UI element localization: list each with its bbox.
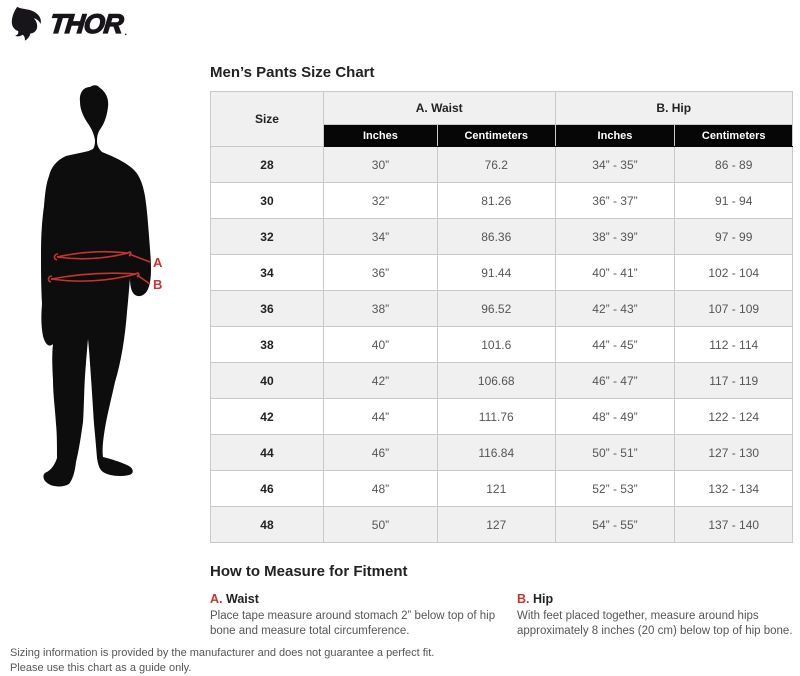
col-header-hip: B. Hip [555,92,792,125]
cell-waist-centimeters: 91.44 [437,255,555,291]
cell-waist-inches: 50” [323,507,437,543]
measure-hip-label: Hip [532,592,554,606]
cell-size: 28 [211,147,324,183]
size-table-row [211,327,793,363]
unit-header-waist-centimeters: Centimeters [437,125,555,147]
cell-hip-centimeters: 137 - 140 [675,507,793,543]
disclaimer-line-1: Sizing information is provided by the manufacturer and does not guarantee a perfect fit. [10,647,435,659]
size-table-row [211,183,793,219]
cell-hip-centimeters: 97 - 99 [675,219,793,255]
male-silhouette [41,85,151,486]
brand-logo-mark: . [124,27,128,37]
cell-waist-inches: 36” [323,255,437,291]
cell-size: 30 [211,183,324,219]
size-table-row [211,507,793,543]
size-table-row [211,435,793,471]
cell-hip-inches: 42” - 43” [555,291,675,327]
cell-hip-inches: 48” - 49” [555,399,675,435]
brand-logo-text: THOR [48,9,125,39]
size-table-row [211,471,793,507]
cell-hip-centimeters: 102 - 104 [675,255,793,291]
measure-instruction-hip [517,592,793,639]
cell-waist-inches: 42” [323,363,437,399]
disclaimer-line-2: Please use this chart as a guide only. [10,662,192,674]
cell-hip-inches: 36” - 37” [555,183,675,219]
cell-size: 38 [211,327,324,363]
cell-hip-inches: 38” - 39” [555,219,675,255]
cell-waist-centimeters: 101.6 [437,327,555,363]
cell-size: 48 [211,507,324,543]
cell-hip-centimeters: 127 - 130 [675,435,793,471]
cell-hip-inches: 52” - 53” [555,471,675,507]
cell-waist-inches: 46” [323,435,437,471]
cell-waist-centimeters: 116.84 [437,435,555,471]
cell-hip-centimeters: 107 - 109 [675,291,793,327]
hip-label-b: B [153,277,163,292]
cell-hip-inches: 50” - 51” [555,435,675,471]
measure-waist-label: Waist [225,592,259,606]
size-chart-title: Men’s Pants Size Chart [210,64,375,81]
unit-header-hip-centimeters: Centimeters [675,125,793,147]
cell-waist-inches: 40” [323,327,437,363]
cell-hip-centimeters: 117 - 119 [675,363,793,399]
how-to-measure-title: How to Measure for Fitment [210,563,408,580]
cell-waist-centimeters: 96.52 [437,291,555,327]
cell-size: 34 [211,255,324,291]
cell-hip-inches: 34” - 35” [555,147,675,183]
measure-waist-prefix: A. [210,592,223,606]
cell-hip-centimeters: 112 - 114 [675,327,793,363]
table-header-row [211,92,793,125]
cell-size: 32 [211,219,324,255]
cell-waist-centimeters: 121 [437,471,555,507]
cell-hip-centimeters: 132 - 134 [675,471,793,507]
cell-size: 46 [211,471,324,507]
measure-waist-text: Place tape measure around stomach 2” below top of hip bone and measure total circumference. [210,610,496,637]
cell-hip-inches: 54” - 55” [555,507,675,543]
cell-waist-inches: 38” [323,291,437,327]
brand-logo [10,6,127,42]
size-table-row [211,363,793,399]
col-header-size: Size [211,92,324,147]
cell-waist-inches: 44” [323,399,437,435]
measure-hip-heading [517,592,793,606]
cell-hip-inches: 40” - 41” [555,255,675,291]
waist-label-a: A [153,255,163,270]
cell-waist-centimeters: 106.68 [437,363,555,399]
cell-size: 42 [211,399,324,435]
size-table-row [211,291,793,327]
cell-waist-centimeters: 86.36 [437,219,555,255]
sizing-disclaimer [10,646,434,676]
measure-instructions [210,592,793,639]
measure-instruction-waist [210,592,510,639]
fitment-figure [0,60,210,500]
cell-waist-inches: 32” [323,183,437,219]
size-table-row [211,219,793,255]
cell-hip-centimeters: 86 - 89 [675,147,793,183]
cell-hip-centimeters: 91 - 94 [675,183,793,219]
cell-size: 40 [211,363,324,399]
size-chart-table [210,91,793,543]
size-table-row [211,399,793,435]
cell-size: 36 [211,291,324,327]
size-chart-section [210,60,793,639]
cell-waist-centimeters: 81.26 [437,183,555,219]
unit-header-waist-inches: Inches [323,125,437,147]
size-table-row [211,255,793,291]
cell-hip-inches: 44” - 45” [555,327,675,363]
measure-hip-prefix: B. [517,592,530,606]
cell-hip-inches: 46” - 47” [555,363,675,399]
cell-hip-centimeters: 122 - 124 [675,399,793,435]
unit-header-hip-inches: Inches [555,125,675,147]
size-table-body [211,147,793,543]
measure-hip-text: With feet placed together, measure around hips approximately 8 inches (20 cm) below top of hip bone. [517,610,793,637]
col-header-waist: A. Waist [323,92,555,125]
cell-waist-centimeters: 127 [437,507,555,543]
cell-waist-inches: 34” [323,219,437,255]
cell-waist-centimeters: 76.2 [437,147,555,183]
cell-size: 44 [211,435,324,471]
cell-waist-inches: 48” [323,471,437,507]
size-table-row [211,147,793,183]
measure-waist-heading [210,592,510,606]
cell-waist-centimeters: 111.76 [437,399,555,435]
thor-goat-head-icon [10,6,46,42]
cell-waist-inches: 30” [323,147,437,183]
